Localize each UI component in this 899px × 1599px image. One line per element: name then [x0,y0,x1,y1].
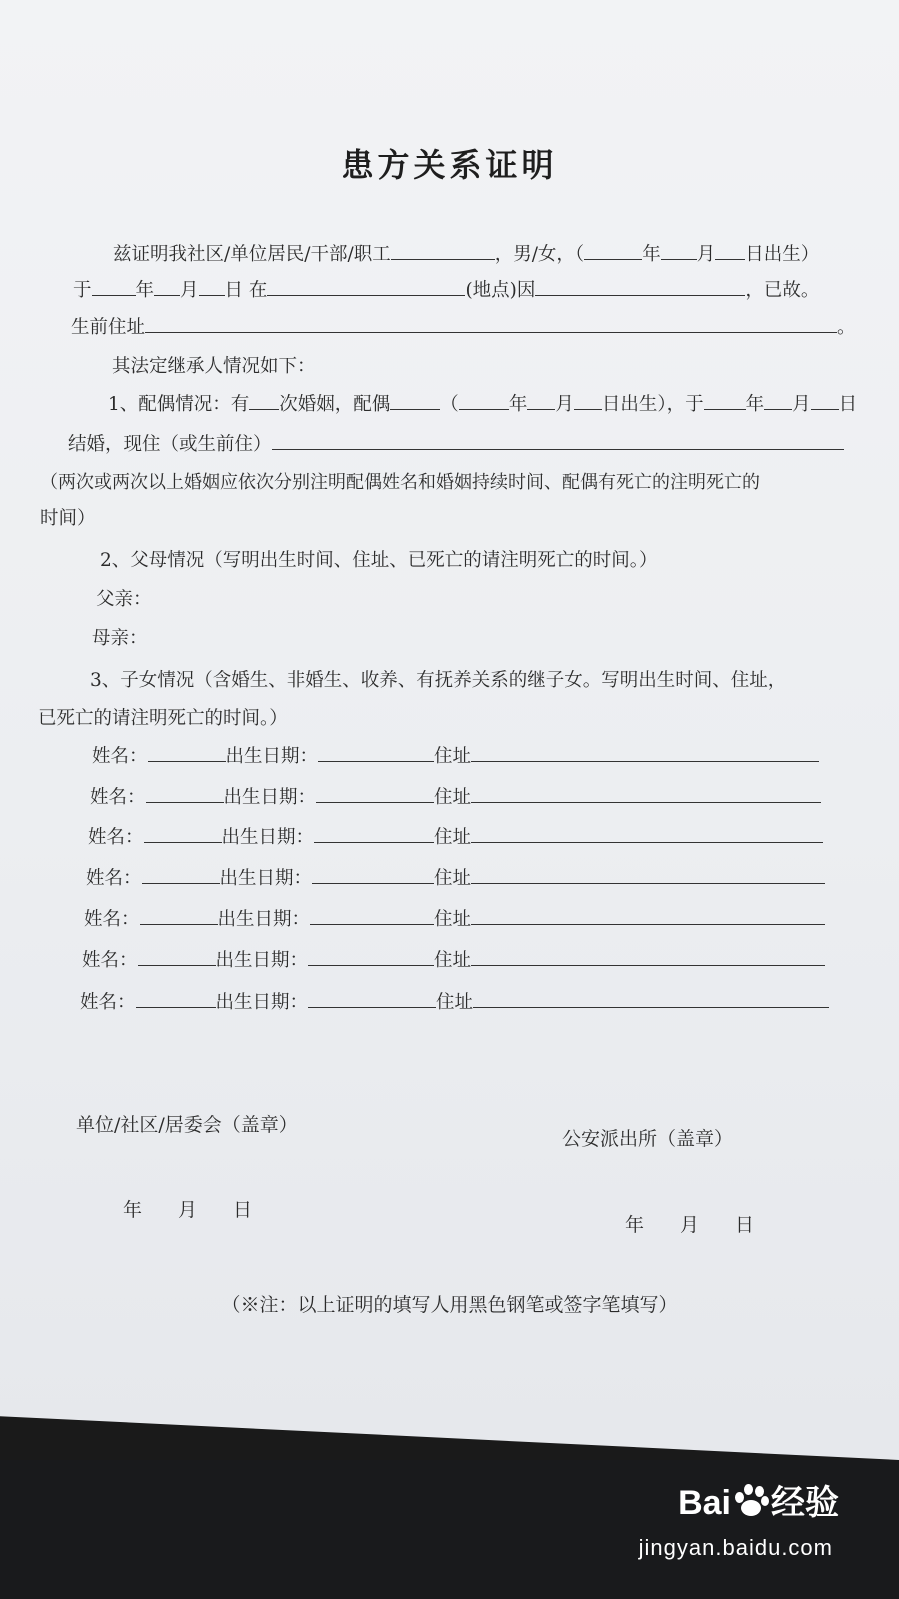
child-address-label: 住址 [434,950,472,971]
child-name-blank[interactable] [140,906,218,925]
child-birth-label: 出生日期： [225,746,319,767]
child-address-blank[interactable] [471,784,821,803]
child-row [86,864,825,890]
date-month: 月 [680,1214,700,1236]
death-month-blank[interactable] [154,277,180,296]
child-birth-label: 出生日期： [215,992,309,1013]
spouse-text: 日出生），于 [601,394,704,415]
baidu-jingyan-logo [678,1475,839,1524]
address-label: 生前住址 [71,317,146,338]
year-text: 年 [508,394,528,415]
fill-note: （※注：以上证明的填写人用黑色钢笔或签字笔填写） [221,1294,678,1316]
child-address-label: 住址 [434,868,472,889]
marriage-year-blank[interactable] [704,391,746,410]
spouse-name-blank[interactable] [390,391,440,410]
unit-stamp-label: 单位/社区/居委会（盖章） [76,1114,298,1136]
day-text: 日 在 [224,280,268,301]
spouse-residence-blank[interactable] [272,431,844,450]
intro-line-1 [113,240,819,266]
child-birth-blank[interactable] [314,824,434,843]
month-text: 月 [792,394,811,415]
child-address-label: 住址 [434,909,472,930]
child-name-blank[interactable] [142,865,220,884]
place-text: (地点)因 [465,280,536,301]
child-address-blank[interactable] [471,824,823,843]
child-name-label: 姓名： [80,992,136,1013]
marriage-day-blank[interactable] [811,391,839,410]
child-name-label: 姓名： [84,909,140,930]
police-stamp-label: 公安派出所（盖章） [562,1128,734,1150]
date-year: 年 [123,1199,143,1221]
yu-text: 于 [73,280,92,301]
spouse-line-2 [68,430,844,456]
child-birth-blank[interactable] [308,947,434,966]
child-birth-blank[interactable] [310,906,434,925]
spouse-birth-day-blank[interactable] [574,391,602,410]
spouse-text: 次婚姻，配偶 [279,394,391,415]
birth-day-blank[interactable] [715,241,745,260]
child-name-label: 姓名： [90,787,146,808]
child-birth-label: 出生日期： [219,868,313,889]
child-row [88,823,823,849]
death-place-blank[interactable] [267,277,465,296]
children-heading-2: 已死亡的请注明死亡的时间。） [38,708,288,729]
death-cause-blank[interactable] [535,277,745,296]
child-name-label: 姓名： [86,868,142,889]
spouse-note-2: 时间） [40,508,96,529]
child-address-blank[interactable] [471,947,825,966]
child-name-blank[interactable] [146,784,224,803]
child-address-label: 住址 [434,746,472,767]
child-birth-blank[interactable] [318,743,434,762]
child-birth-blank[interactable] [312,865,434,884]
heirs-heading: 其法定继承人情况如下： [112,356,316,377]
intro-line-3 [71,313,856,339]
father-label: 父亲： [96,589,152,610]
intro-line-2 [73,276,819,302]
child-row [80,988,829,1014]
child-name-label: 姓名： [92,746,148,767]
child-address-blank[interactable] [471,743,819,762]
date-day: 日 [233,1199,253,1221]
year-text: 年 [745,394,765,415]
child-birth-label: 出生日期： [223,787,317,808]
deceased-text: ，已故。 [745,280,820,301]
child-row [92,742,819,768]
spouse-note-1: （两次或两次以上婚姻应依次分别注明配偶姓名和婚姻持续时间、配偶有死亡的注明死亡的 [40,472,760,493]
child-name-blank[interactable] [148,743,226,762]
spouse-birth-month-blank[interactable] [527,391,555,410]
year-text: 年 [135,280,155,301]
birth-month-blank[interactable] [661,241,697,260]
police-date [625,1210,790,1237]
former-address-blank[interactable] [145,314,837,333]
child-row [82,946,825,972]
month-text: 月 [696,244,716,265]
spouse-text: 1、配偶情况：有 [108,394,250,415]
date-year: 年 [625,1214,645,1236]
spouse-text: （ [440,394,459,415]
child-address-blank[interactable] [473,989,829,1008]
child-birth-blank[interactable] [316,784,434,803]
children-heading-1: 3、子女情况（含婚生、非婚生、收养、有抚养关系的继子女。写明出生时间、住址， [90,670,787,691]
logo-brand: Bai [678,1484,731,1522]
child-address-label: 住址 [434,827,472,848]
child-address-label: 住址 [434,787,472,808]
gender-text: ，男/女，（ [494,244,585,265]
birth-year-blank[interactable] [584,241,642,260]
month-text: 月 [555,394,574,415]
intro-text: 兹证明我社区/单位居民/干部/职工 [113,244,391,265]
date-day: 日 [735,1214,755,1236]
child-birth-label: 出生日期： [217,909,311,930]
spouse-birth-year-blank[interactable] [459,391,509,410]
spouse-line-1 [108,390,857,416]
death-year-blank[interactable] [92,277,136,296]
parents-heading: 2、父母情况（写明出生时间、住址、已死亡的请注明死亡的时间。） [100,550,658,571]
child-name-label: 姓名： [88,827,144,848]
year-text: 年 [642,244,661,265]
child-birth-blank[interactable] [308,989,436,1008]
month-text: 月 [180,280,199,301]
child-row [90,783,821,809]
spouse-residence-label: 结婚，现住（或生前住） [68,434,272,455]
death-day-blank[interactable] [199,277,225,296]
logo-tail: 经验 [771,1484,839,1522]
unit-date [123,1195,288,1222]
marriage-count-blank[interactable] [249,391,279,410]
paw-icon [733,1484,769,1518]
date-month: 月 [178,1199,198,1221]
child-name-label: 姓名： [82,950,138,971]
birth-text: 日出生） [745,244,820,265]
child-address-blank[interactable] [471,865,825,884]
child-name-blank[interactable] [138,947,216,966]
child-address-blank[interactable] [471,906,825,925]
name-blank[interactable] [391,241,495,260]
child-birth-label: 出生日期： [215,950,309,971]
child-birth-label: 出生日期： [221,827,315,848]
child-address-label: 住址 [436,992,474,1013]
child-name-blank[interactable] [136,989,216,1008]
watermark-url: jingyan.baidu.com [638,1535,833,1560]
period-text: 。 [837,317,856,338]
document-title: 患方关系证明 [341,146,558,184]
mother-label: 母亲： [92,628,148,649]
marriage-month-blank[interactable] [764,391,792,410]
child-row [84,905,825,931]
day-text: 日 [838,394,858,415]
child-name-blank[interactable] [144,824,222,843]
